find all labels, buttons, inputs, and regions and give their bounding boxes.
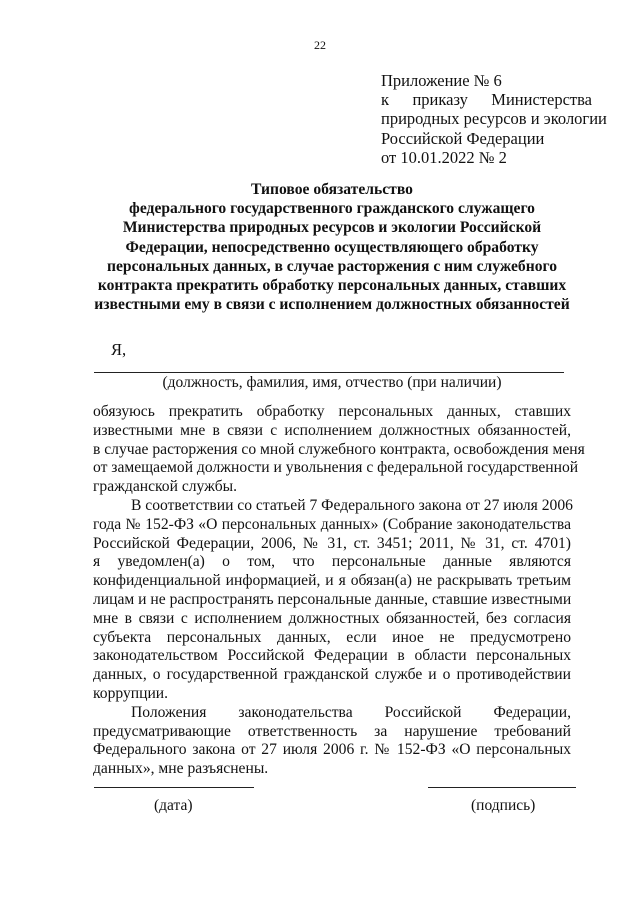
paragraph-3-line: Положения законодательства Российской Федерации,: [131, 703, 571, 721]
appendix-line-4: Российской Федерации: [381, 128, 545, 148]
appendix-line-3: природных ресурсов и экологии: [381, 109, 607, 129]
paragraph-2-line: данных, о государственной гражданской службе и о противодействии: [93, 666, 571, 684]
paragraph-2-line: лицам и не распространять персональные данные, ставшие известными: [93, 590, 572, 608]
paragraph-1-line: гражданской службы.: [93, 478, 238, 496]
paragraph-3-line: данных», мне разъяснены.: [93, 760, 269, 778]
title-line-4: Федерации, непосредственно осуществляющего обработку: [125, 238, 539, 256]
paragraph-2-line: конфиденциальной информацией, и я обязан(а) не раскрывать третьим: [93, 572, 571, 590]
paragraph-2-line: В соответствии со статьей 7 Федерального закона от 27 июля 2006: [131, 496, 573, 514]
page-number: 22: [314, 38, 326, 52]
document-title: [94, 180, 570, 314]
paragraph-1: [93, 403, 585, 497]
signature-fill-line: [428, 787, 576, 788]
paragraph-2-line: года № 152-ФЗ «О персональных данных» (Собрание законодательства: [93, 515, 571, 533]
paragraph-1-line: известными мне в связи с исполнением должностных обязанностей,: [93, 421, 571, 439]
body-text: [93, 403, 585, 779]
paragraph-3-line: Федерального закона от 27 июля 2006 г. № 152-ФЗ «О персональных: [93, 741, 571, 759]
title-line-7: известными ему в связи с исполнением должностных обязанностей: [94, 296, 570, 314]
ya-label: Я,: [111, 340, 127, 359]
paragraph-2-line: субъекта персональных данных, если иное не предусмотрено: [93, 628, 571, 646]
paragraph-1-line: в случае расторжения со мной служебного контракта, освобождения меня: [93, 440, 585, 458]
paragraph-1-line: обязуюсь прекратить обработку персональных данных, ставших: [93, 403, 571, 420]
paragraph-2-line: законодательством Российской Федерации в области персональных: [93, 647, 571, 665]
paragraph-3: [93, 704, 571, 779]
name-fill-line: [94, 372, 564, 373]
paragraph-2-line: Российской Федерации, 2006, № 31, ст. 3451; 2011, № 31, ст. 4701): [93, 534, 571, 552]
paragraph-1-line: от замещаемой должности и увольнения с федеральной государственной: [93, 459, 579, 477]
appendix-block: [381, 71, 607, 167]
title-line-6: контракта прекратить обработку персональных данных, ставших: [97, 277, 567, 295]
title-line-3: Министерства природных ресурсов и экологии Российской: [122, 219, 542, 237]
appendix-line-1: Приложение № 6: [381, 71, 502, 90]
date-label: (дата): [154, 797, 193, 814]
title-line-2: федерального государственного гражданского служащего: [129, 200, 535, 218]
title-line-1: Типовое обязательство: [251, 181, 413, 198]
date-fill-line: [94, 787, 254, 788]
appendix-line-2: к приказу Министерства: [381, 90, 592, 110]
paragraph-2-line: коррупции.: [93, 684, 169, 702]
paragraph-2-line: я уведомлен(а) о том, что персональные данные являются: [93, 553, 571, 571]
paragraph-2-line: мне в связи с исполнением должностных обязанностей, без согласия: [93, 609, 571, 627]
title-line-5: персональных данных, в случае расторжения с ним служебного: [107, 257, 557, 275]
appendix-line-5: от 10.01.2022 № 2: [381, 147, 507, 167]
position-caption: (должность, фамилия, имя, отчество (при наличии): [162, 374, 502, 391]
paragraph-2: [93, 497, 571, 704]
signature-label: (подпись): [471, 797, 536, 814]
paragraph-3-line: предусматривающие ответственность за нарушение требований: [93, 722, 571, 740]
